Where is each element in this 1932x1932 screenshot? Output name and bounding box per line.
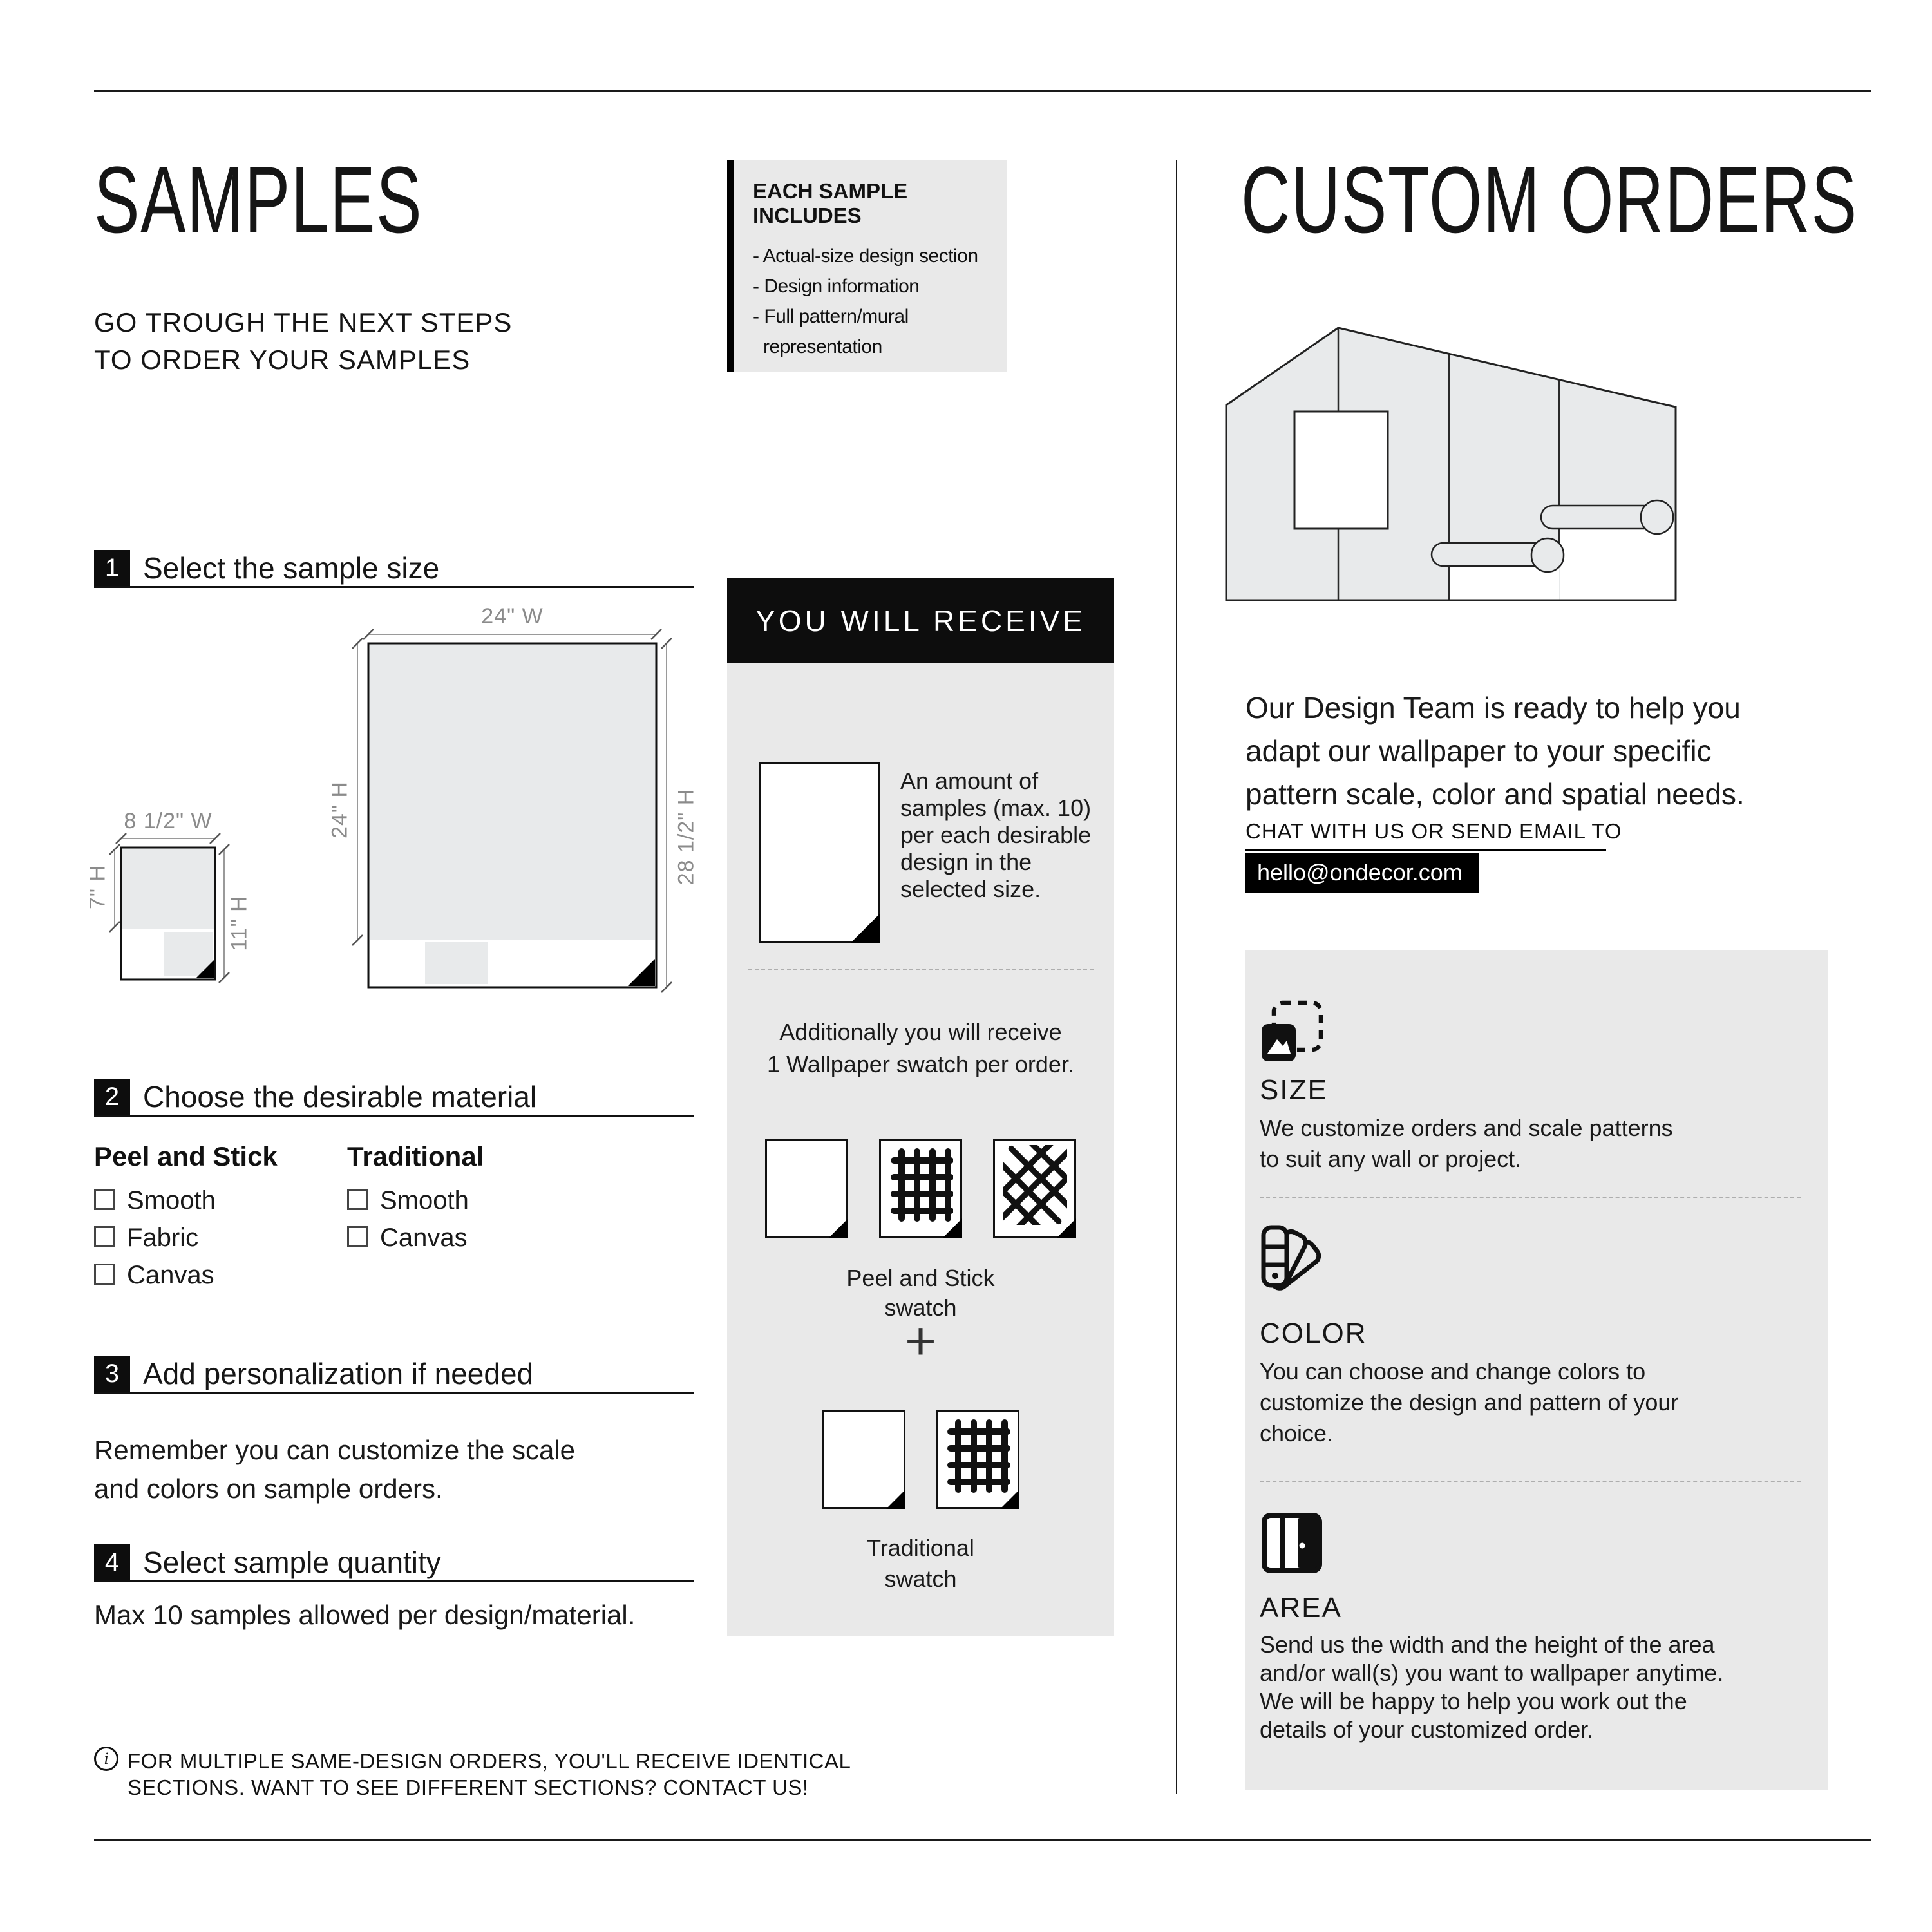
color-line: You can choose and change colors to [1260, 1358, 1646, 1385]
note-line-1: FOR MULTIPLE SAME-DESIGN ORDERS, YOU'LL RECEIVE IDENTICAL [128, 1749, 851, 1773]
info-glyph: i [104, 1749, 109, 1768]
step-3-line-2: and colors on sample orders. [94, 1473, 443, 1504]
swatch-grid-icon [936, 1410, 1019, 1509]
folded-corner-icon [1057, 1218, 1076, 1238]
dim-large-height-right: 28 1/2" H [674, 788, 699, 886]
option-trad-smooth[interactable] [347, 1185, 469, 1216]
design-team-line: adapt our wallpaper to your specific [1245, 734, 1712, 768]
step-4-paragraph: Max 10 samples allowed per design/material. [94, 1600, 636, 1630]
color-line: customize the design and pattern of your [1260, 1389, 1679, 1416]
you-will-receive-banner: YOU WILL RECEIVE [727, 578, 1114, 663]
area-line: Send us the width and the height of the area [1260, 1631, 1715, 1658]
step-4-label: Select sample quantity [143, 1546, 441, 1579]
folded-corner-icon [851, 913, 880, 943]
step-2-underline [94, 1115, 694, 1117]
dim-small-height-right: 11" H [227, 895, 252, 951]
dim-small-height-left: 7" H [85, 865, 110, 909]
folded-corner-icon [829, 1218, 848, 1238]
step-2-label: Choose the desirable material [143, 1080, 537, 1113]
step-2-number: 2 [104, 1083, 120, 1111]
option-label: Smooth [127, 1186, 216, 1215]
color-section-title: COLOR [1260, 1318, 1367, 1349]
step-3-number-badge [94, 1356, 130, 1392]
step-1-number-badge [94, 550, 130, 586]
bottom-rule [94, 1839, 1871, 1841]
additional-note [727, 1016, 1114, 1081]
receive-line: per each desirable [900, 822, 1092, 848]
step-3-label: Add personalization if needed [143, 1357, 534, 1390]
option-peel-smooth[interactable] [94, 1185, 216, 1216]
traditional-swatch-label [727, 1533, 1114, 1595]
area-section-body [1260, 1631, 1723, 1744]
dim-large-height-left: 24" H [327, 781, 352, 838]
step-1-underline [94, 586, 694, 588]
section-divider [1260, 1197, 1801, 1198]
includes-title: EACH SAMPLE INCLUDES [753, 179, 908, 227]
option-peel-canvas[interactable] [94, 1260, 214, 1291]
chat-label: CHAT WITH US OR SEND EMAIL TO [1245, 819, 1622, 843]
size-section-body [1260, 1113, 1673, 1175]
dim-large-width: 24" W [481, 604, 544, 629]
color-line: choice. [1260, 1420, 1334, 1446]
material-col-traditional-title: Traditional [347, 1141, 484, 1171]
peel-swatch-label-line: Peel and Stick [846, 1265, 995, 1291]
includes-item: - Actual-size design section [753, 245, 978, 267]
sample-paper-icon [759, 762, 880, 943]
design-team-line: pattern scale, color and spatial needs. [1245, 777, 1745, 811]
custom-orders-title: CUSTOM ORDERS [1241, 147, 1858, 253]
option-label: Canvas [380, 1224, 468, 1252]
note-line-2: SECTIONS. WANT TO SEE DIFFERENT SECTIONS? CONTACT US! [128, 1776, 809, 1799]
color-section-body [1260, 1356, 1678, 1449]
peel-swatch-row [727, 1139, 1114, 1238]
plus-icon: + [904, 1311, 937, 1371]
includes-item: - Design information [753, 276, 920, 297]
color-swatch-fan-icon [1260, 1224, 1331, 1293]
peel-swatch-label-line: swatch [884, 1294, 957, 1321]
chat-underline [1245, 849, 1606, 851]
design-team-line: Our Design Team is ready to help you [1245, 691, 1741, 724]
receive-description [900, 768, 1091, 903]
swatch-crosshatch-icon [993, 1139, 1076, 1238]
design-team-paragraph [1245, 687, 1745, 816]
checkbox-icon[interactable] [347, 1226, 368, 1247]
top-rule [94, 90, 1871, 92]
receive-line: design in the [900, 849, 1032, 875]
includes-item: representation [763, 336, 882, 357]
step-2-number-badge [94, 1079, 130, 1115]
additional-line-2: 1 Wallpaper swatch per order. [767, 1051, 1074, 1077]
step-4-number: 4 [104, 1548, 120, 1577]
grid-pattern [889, 1145, 953, 1225]
area-line: details of your customized order. [1260, 1716, 1594, 1743]
crosshatch-pattern [1003, 1145, 1067, 1225]
area-wall-door-icon [1261, 1512, 1323, 1574]
checkbox-icon[interactable] [94, 1226, 115, 1247]
option-trad-canvas[interactable] [347, 1222, 468, 1253]
dim-small-width: 8 1/2" W [124, 809, 213, 833]
step-3-paragraph [94, 1431, 575, 1508]
house-wallpaper-illustration [1211, 322, 1758, 609]
email-link[interactable]: hello@ondecor.com [1245, 853, 1479, 893]
step-1-number: 1 [104, 554, 120, 582]
traditional-swatch-label-line: Traditional [867, 1535, 974, 1561]
samples-intro [94, 304, 512, 379]
additional-line-1: Additionally you will receive [779, 1019, 1062, 1045]
option-label: Fabric [127, 1224, 199, 1252]
area-line: and/or wall(s) you want to wallpaper anytime. [1260, 1660, 1724, 1686]
traditional-swatch-label-line: swatch [884, 1566, 957, 1592]
step-3-underline [94, 1392, 694, 1394]
area-line: We will be happy to help you work out the [1260, 1688, 1687, 1714]
folded-corner-icon [943, 1218, 962, 1238]
receive-line: An amount of [900, 768, 1039, 794]
swatch-blank-icon [822, 1410, 905, 1509]
step-4-number-badge [94, 1544, 130, 1580]
checkbox-icon[interactable] [94, 1264, 115, 1285]
option-label: Smooth [380, 1186, 469, 1215]
option-peel-fabric[interactable] [94, 1222, 198, 1253]
info-icon [94, 1747, 118, 1771]
size-line: to suit any wall or project. [1260, 1146, 1522, 1172]
includes-item: - Full pattern/mural [753, 306, 909, 327]
intro-line-2: TO ORDER YOUR SAMPLES [94, 345, 471, 375]
grid-pattern [945, 1416, 1010, 1496]
size-crop-icon [1260, 999, 1324, 1064]
size-line: We customize orders and scale patterns [1260, 1115, 1673, 1141]
swatch-grid-icon [879, 1139, 962, 1238]
section-divider [1260, 1481, 1801, 1482]
column-divider [1176, 160, 1177, 1794]
receive-divider [748, 969, 1094, 970]
size-section-title: SIZE [1260, 1074, 1328, 1106]
folded-corner-icon [886, 1490, 905, 1509]
checkbox-icon[interactable] [347, 1189, 368, 1210]
option-label: Canvas [127, 1261, 214, 1289]
each-sample-includes-box [727, 160, 1007, 372]
step-4-underline [94, 1580, 694, 1582]
receive-line: selected size. [900, 876, 1041, 902]
samples-title: SAMPLES [94, 147, 423, 253]
swatch-blank-icon [765, 1139, 848, 1238]
checkbox-icon[interactable] [94, 1189, 115, 1210]
step-3-number: 3 [104, 1359, 120, 1388]
material-col-peel-title: Peel and Stick [94, 1141, 278, 1171]
folded-corner-icon [1000, 1490, 1019, 1509]
step-1-label: Select the sample size [143, 551, 440, 585]
receive-line: samples (max. 10) [900, 795, 1092, 821]
intro-line-1: GO TROUGH THE NEXT STEPS [94, 307, 513, 337]
traditional-swatch-row [727, 1410, 1114, 1509]
step-3-line-1: Remember you can customize the scale [94, 1435, 575, 1465]
area-section-title: AREA [1260, 1592, 1342, 1624]
